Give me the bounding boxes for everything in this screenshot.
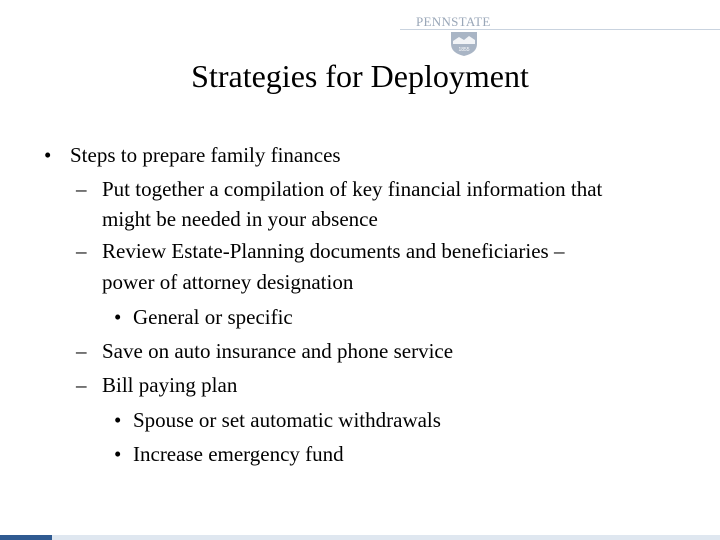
shield-icon <box>450 31 478 57</box>
bullet-text: General or specific <box>133 305 293 329</box>
footer-accent <box>0 535 52 540</box>
slide-title: Strategies for Deployment <box>191 58 529 94</box>
penn-state-logo <box>416 14 496 60</box>
dash-marker: – <box>76 239 87 263</box>
bullet-text-continued: power of attorney designation <box>102 270 354 294</box>
bullet-text: Steps to prepare family finances <box>70 143 341 167</box>
dash-marker: – <box>76 339 87 363</box>
shield-year: 1855 <box>458 47 470 53</box>
bullet-text: Save on auto insurance and phone service <box>102 339 454 363</box>
bullet-marker: • <box>114 408 122 432</box>
logo-wordmark: PENNSTATE <box>416 14 491 29</box>
bullet-text: Increase emergency fund <box>133 442 344 466</box>
dash-marker: – <box>76 373 87 397</box>
dash-marker: – <box>76 177 87 201</box>
bullet-text: Bill paying plan <box>102 373 238 397</box>
footer-bar <box>0 535 720 540</box>
bullet-text: Review Estate-Planning documents and beneficiaries – <box>102 239 565 263</box>
bullet-marker: • <box>44 143 52 167</box>
bullet-text-continued: might be needed in your absence <box>102 207 378 231</box>
bullet-marker: • <box>114 305 122 329</box>
bullet-marker: • <box>114 442 122 466</box>
bullet-text: Spouse or set automatic withdrawals <box>133 408 441 432</box>
bullet-text: Put together a compilation of key financial information that <box>102 177 603 201</box>
